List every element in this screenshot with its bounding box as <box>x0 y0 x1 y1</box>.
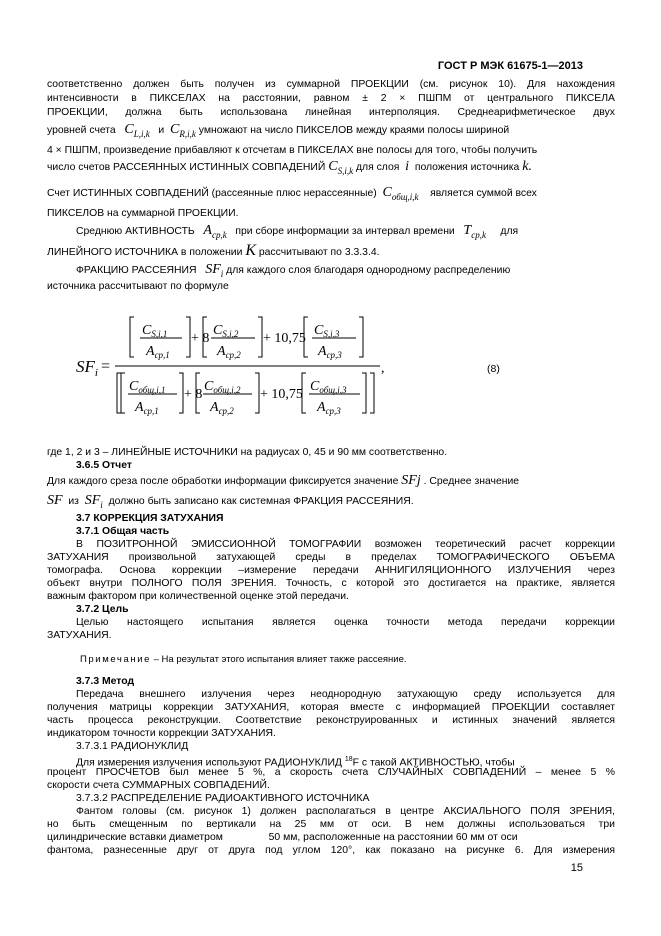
text-line: 4 × ПШПМ, произведение прибавляют к отсчетам в ПИКСЕЛАХ вне полосы для того, чтобы получить <box>47 145 538 156</box>
symbol-sfj: SFj <box>401 473 421 488</box>
num-a1: $A_{ср,1}$ <box>146 344 170 360</box>
symbol-k: k. <box>522 159 532 174</box>
symbol-t-cp: $T_{ср,k}$ <box>463 223 486 240</box>
den-a1: $A_{ср,1}$ <box>135 400 159 416</box>
text-line: цилиндрические вставки диаметром 50 мм, расположенные на расстоянии 60 мм от оси <box>47 832 518 843</box>
text-line: ПИКСЕЛОВ на суммарной ПРОЕКЦИИ. <box>47 208 239 219</box>
equation-number: (8) <box>487 363 500 375</box>
text-line: В ПОЗИТРОННОЙ ЭМИССИОННОЙ ТОМОГРАФИИ возможен теоретический расчет коррекции <box>76 539 615 550</box>
text-line: Фантом головы (см. рисунок 1) должен располагаться в центре АКСИАЛЬНОГО ПОЛЯ ЗРЕНИЯ, <box>76 806 615 817</box>
num-coef-8: + 8 <box>191 331 210 346</box>
text-line: процент ПРОСЧЕТОВ был менее 5 %, а скорость счета СЛУЧАЙНЫХ СОВПАДЕНИЙ – менее 5 % <box>47 767 615 778</box>
den-coef-1075: + 10,75 <box>260 387 303 402</box>
text-line: получения матрицы коррекции ЗАТУХАНИЯ, которая вместе с информацией ПРОЕКЦИИ составляет <box>47 702 615 713</box>
text-line: индикатором точности коррекции ЗАТУХАНИЯ. <box>47 728 276 739</box>
text-line: Счет ИСТИННЫХ СОВПАДЕНИЙ (рассеянные плюс нерассеянные) $C_{общ,i,k}$ является суммой всех <box>47 185 537 202</box>
text-line: важным фактором при количественной оценке этой передачи. <box>47 591 349 602</box>
text-line: уровней счета $C_{L,i,k}$ и $C_{R,i,k}$ умножают на число ПИКСЕЛОВ между краями полосы шириной <box>47 122 510 139</box>
text-line: интенсивности в ПИКСЕЛАХ на расстоянии, равном ± 2 × ПШПМ от центрального ПИКСЕЛА <box>47 93 615 104</box>
den-coef-8: + 8 <box>184 387 203 402</box>
symbol-K: K <box>245 242 256 259</box>
text-line: скорости счета СУММАРНЫХ СОВПАДЕНИЙ. <box>47 780 270 791</box>
text-line: ЗАТУХАНИЯ. <box>47 630 112 641</box>
den-a3: $A_{ср,3}$ <box>317 400 341 416</box>
text-line: фантома, разнесенные друг от друга под углом 120°, как показано на рисунке 6. Для измерения <box>47 845 615 856</box>
standard-header: ГОСТ Р МЭК 61675-1—2013 <box>437 60 583 72</box>
text-line: Для каждого среза после обработки информации фиксируется значение SFj . Среднее значение <box>47 473 520 488</box>
symbol-sf: SF <box>47 493 63 508</box>
symbol-c-rik: $C_{R,i,k}$ <box>170 122 196 139</box>
text-line: ЗАТУХАНИЯ произвольной затухающей среды в пределах ТОМОГРАФИЧЕСКОГО ОБЪЕМА <box>47 552 615 563</box>
num-c1: $C_{S,i,1}$ <box>142 323 168 339</box>
formula-equals: = <box>101 358 111 375</box>
num-a2: $A_{ср,2}$ <box>217 344 241 360</box>
text-line: часть процесса реконструкции. Соответствие реконструированных и истинных значений является <box>47 715 615 726</box>
section-heading: 3.7.3.2 РАСПРЕДЕЛЕНИЕ РАДИОАКТИВНОГО ИСТОЧНИКА <box>76 793 370 804</box>
symbol-c-sik: $C_{S,i,k}$ <box>328 159 354 176</box>
text-line: Целью настоящего испытания является оценка точности метода передачи коррекции <box>76 617 615 628</box>
num-a3: $A_{ср,3}$ <box>318 344 342 360</box>
section-heading: 3.7.1 Общая часть <box>76 526 170 537</box>
text-line: Среднюю АКТИВНОСТЬ $A_{ср,k}$ при сборе информации за интервал времени $T_{ср,k}$ для <box>76 223 519 240</box>
text-line: ФРАКЦИЮ РАССЕЯНИЯ $SF_i$ для каждого слоя благодаря однородному распределению <box>76 262 511 279</box>
text-line: Передача внешнего излучения через неоднородную затухающую среду используется для <box>76 689 615 700</box>
symbol-c-obsh: $C_{общ,i,k}$ <box>382 185 419 202</box>
text-line: число счетов РАССЕЯННЫХ ИСТИННЫХ СОВПАДЕНИЙ $C_{S,i,k}$ для слоя i положения источника k. <box>47 159 532 176</box>
formula-lhs: $SF_i$ <box>76 357 98 379</box>
symbol-sfi-2: $SF_i$ <box>84 493 103 510</box>
text-line: томографа. Основа коррекции –измерение передачи АННИГИЛЯЦИОННОГО ИЗЛУЧЕНИЯ через <box>47 565 615 576</box>
text-line: объект внутри ПОЛНОГО ПОЛЯ ЗРЕНИЯ. Точность, с которой это достигается на практике, является <box>47 578 615 589</box>
num-c2: $C_{S,i,2}$ <box>213 323 239 339</box>
symbol-i: i <box>405 159 410 174</box>
note: Примечание – На результат этого испытания влияет также рассеяние. <box>80 654 407 665</box>
text-line: где 1, 2 и 3 – ЛИНЕЙНЫЕ ИСТОЧНИКИ на радиусах 0, 45 и 90 мм соответственно. <box>47 447 448 458</box>
text-line: источника рассчитывают по формуле <box>47 281 229 292</box>
text-line: соответственно должен быть получен из суммарной ПРОЕКЦИИ (см. рисунок 10). Для нахождения <box>47 79 615 90</box>
den-c3: $C_{общ,i,3}$ <box>310 379 347 395</box>
text-line: SF из $SF_i$ должно быть записано как системная ФРАКЦИЯ РАССЕЯНИЯ. <box>47 493 414 510</box>
symbol-a-cp: $A_{ср,k}$ <box>203 223 227 240</box>
section-heading: 3.7.3.1 РАДИОНУКЛИД <box>76 741 189 752</box>
section-heading: 3.7.3 Метод <box>76 676 135 687</box>
text-line: ЛИНЕЙНОГО ИСТОЧНИКА в положении K рассчитывают по 3.3.3.4. <box>47 242 380 259</box>
page-number: 15 <box>570 862 583 874</box>
num-coef-1075: + 10,75 <box>263 331 306 346</box>
symbol-c-lik: $C_{L,i,k}$ <box>124 122 150 139</box>
symbol-sfi: $SF_i$ <box>205 262 224 279</box>
den-c1: $C_{общ,i,1}$ <box>129 379 166 395</box>
text-line: ПРОЕКЦИИ, должна быть использована линейная интерполяция. Среднеарифметическое двух <box>47 107 615 118</box>
den-a2: $A_{ср,2}$ <box>210 400 234 416</box>
formula-trail-comma: , <box>381 361 385 376</box>
den-c2: $C_{общ,i,2}$ <box>204 379 241 395</box>
num-c3: $C_{S,i,3}$ <box>314 323 340 339</box>
text-line: Для измерения излучения используют РАДИОНУКЛИД $^{18}$F с такой АКТИВНОСТЬЮ, чтобы <box>76 756 515 769</box>
section-heading: 3.7 КОРРЕКЦИЯ ЗАТУХАНИЯ <box>76 513 224 524</box>
section-heading: 3.7.2 Цель <box>76 604 129 615</box>
text-line: но быть смещенным по вертикали на 25 мм от оси. В нем должны использоваться три <box>47 819 615 830</box>
section-heading: 3.6.5 Отчет <box>76 460 132 471</box>
